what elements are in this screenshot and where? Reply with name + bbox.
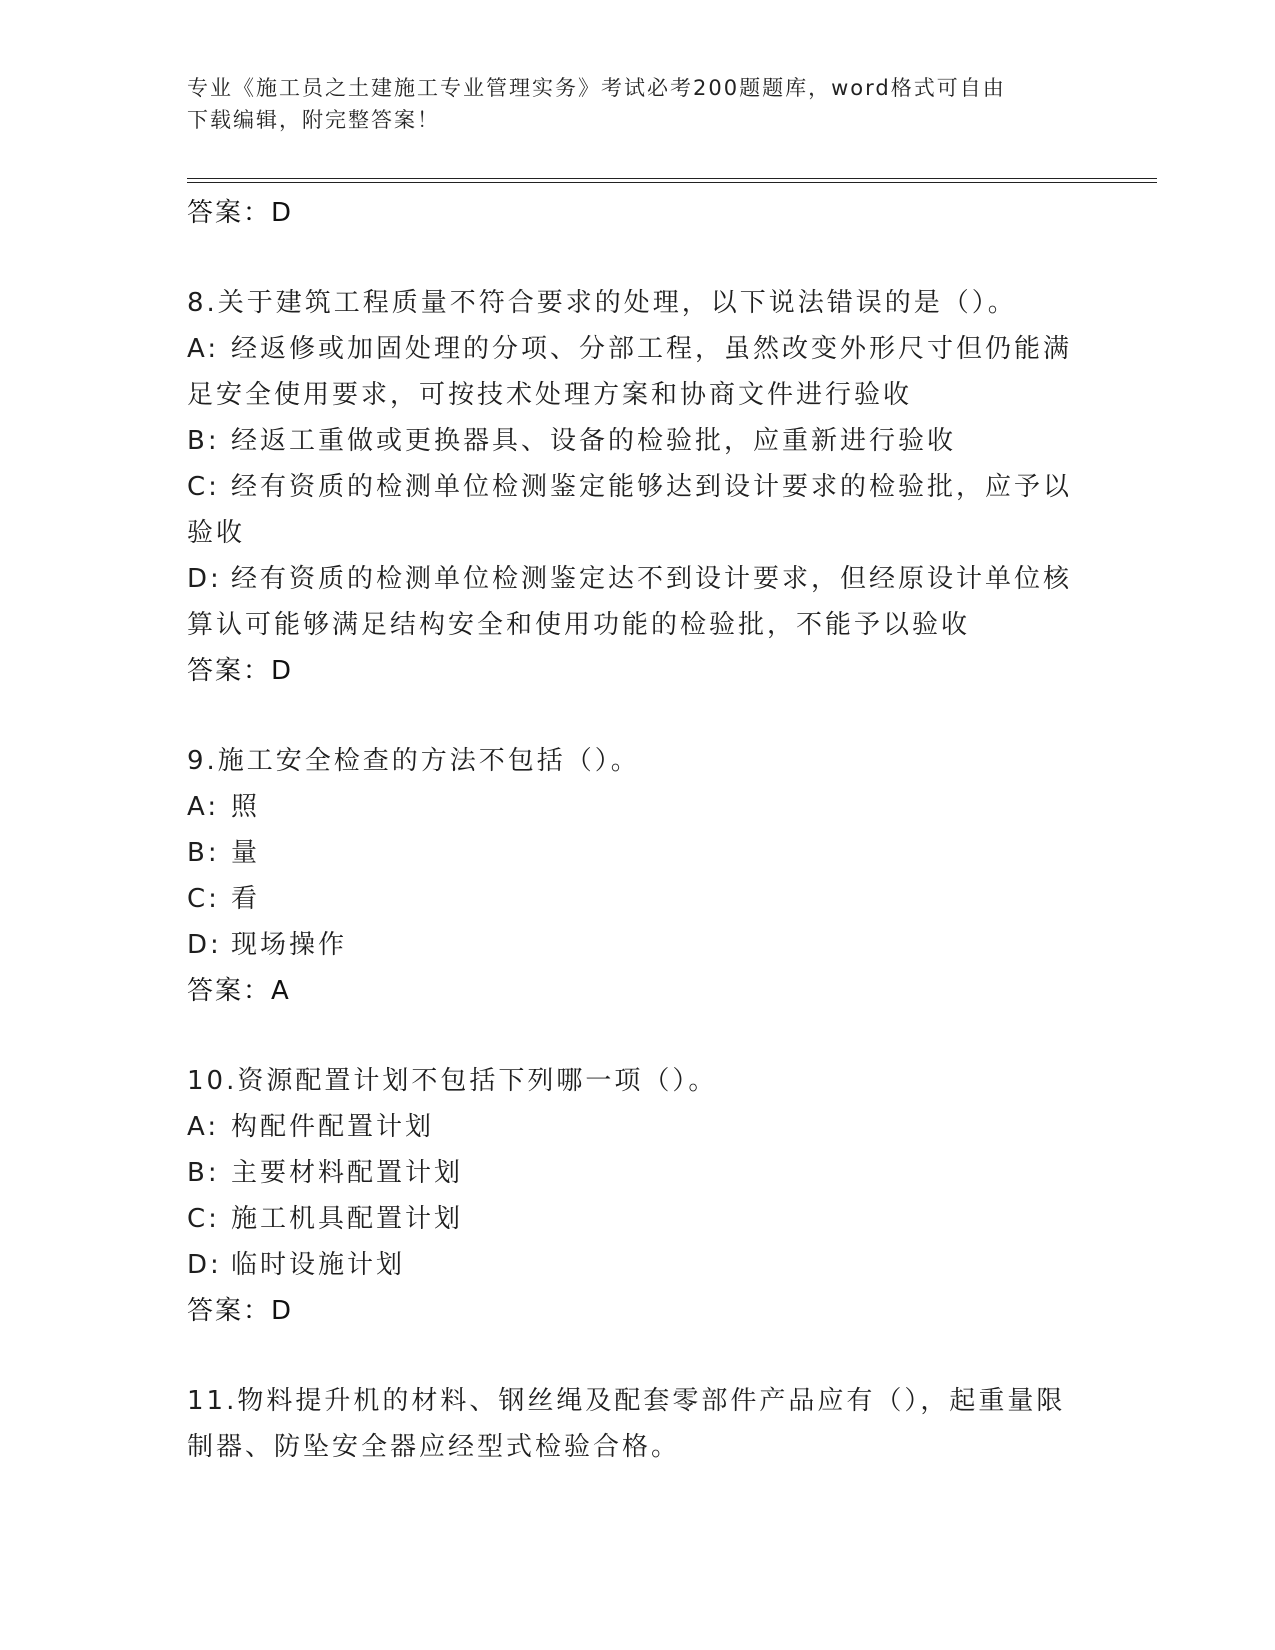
spacer xyxy=(187,236,1077,280)
option-text: 经返修或加固处理的分项、分部工程，虽然改变外形尺寸但仍能满 xyxy=(231,334,1073,364)
answer-prev: 答案：D xyxy=(187,198,294,228)
question-10-option-d xyxy=(187,1242,1077,1288)
question-9-option-a xyxy=(187,784,1077,830)
option-text: 量 xyxy=(231,838,261,868)
option-text: 主要材料配置计划 xyxy=(231,1158,464,1188)
option-key: C: xyxy=(187,884,220,914)
question-8-option-a-cont: 足安全使用要求，可按技术处理方案和协商文件进行验收 xyxy=(187,380,913,410)
question-10 xyxy=(187,1058,1077,1334)
option-key: D: xyxy=(187,1250,222,1280)
question-11-stem: 11.物料提升机的材料、钢丝绳及配套零部件产品应有（），起重量限 xyxy=(187,1386,1066,1416)
question-9-option-d xyxy=(187,922,1077,968)
question-8-stem: 8.关于建筑工程质量不符合要求的处理，以下说法错误的是（）。 xyxy=(187,288,1017,318)
question-11-stem-cont: 制器、防坠安全器应经型式检验合格。 xyxy=(187,1432,681,1462)
option-key: B: xyxy=(187,426,220,456)
option-key: B: xyxy=(187,838,220,868)
question-8-option-d xyxy=(187,556,1077,602)
option-key: C: xyxy=(187,1204,220,1234)
question-8-option-a xyxy=(187,326,1077,372)
option-text: 施工机具配置计划 xyxy=(231,1204,464,1234)
option-text: 经返工重做或更换器具、设备的检验批，应重新进行验收 xyxy=(231,426,957,456)
option-text: 经有资质的检测单位检测鉴定能够达到设计要求的检验批，应予以 xyxy=(231,472,1073,502)
option-text: 照 xyxy=(231,792,261,822)
spacer xyxy=(187,694,1077,738)
question-8-option-c-cont: 验收 xyxy=(187,518,246,548)
option-text: 看 xyxy=(231,884,261,914)
question-10-answer: 答案：D xyxy=(187,1296,294,1326)
question-10-option-c xyxy=(187,1196,1077,1242)
option-key: A: xyxy=(187,792,220,822)
question-8-option-d-cont: 算认可能够满足结构安全和使用功能的检验批，不能予以验收 xyxy=(187,610,971,640)
header-divider xyxy=(187,178,1157,183)
option-key: D: xyxy=(187,930,222,960)
question-9-answer: 答案：A xyxy=(187,976,291,1006)
option-text: 现场操作 xyxy=(231,930,348,960)
question-9 xyxy=(187,738,1077,1014)
option-key: D: xyxy=(187,564,222,594)
spacer xyxy=(187,1334,1077,1378)
question-9-option-b xyxy=(187,830,1077,876)
option-key: A: xyxy=(187,1112,220,1142)
header-line-2: 下载编辑，附完整答案！ xyxy=(187,108,440,132)
option-key: A: xyxy=(187,334,220,364)
question-8-answer: 答案：D xyxy=(187,656,294,686)
header-line-1: 专业《施工员之土建施工专业管理实务》考试必考200题题库，word格式可自由 xyxy=(187,76,1006,100)
question-10-option-a xyxy=(187,1104,1077,1150)
question-9-option-c xyxy=(187,876,1077,922)
question-11 xyxy=(187,1378,1077,1470)
question-9-stem: 9.施工安全检查的方法不包括（）。 xyxy=(187,746,640,776)
document-header xyxy=(187,72,1067,136)
question-10-stem: 10.资源配置计划不包括下列哪一项（）。 xyxy=(187,1066,718,1096)
option-text: 构配件配置计划 xyxy=(231,1112,435,1142)
question-8-option-b xyxy=(187,418,1077,464)
question-10-option-b xyxy=(187,1150,1077,1196)
question-8 xyxy=(187,280,1077,694)
option-key: C: xyxy=(187,472,220,502)
question-8-option-c xyxy=(187,464,1077,510)
option-text: 经有资质的检测单位检测鉴定达不到设计要求，但经原设计单位核 xyxy=(231,564,1073,594)
question-list xyxy=(187,190,1077,1470)
spacer xyxy=(187,1014,1077,1058)
option-key: B: xyxy=(187,1158,220,1188)
option-text: 临时设施计划 xyxy=(231,1250,406,1280)
